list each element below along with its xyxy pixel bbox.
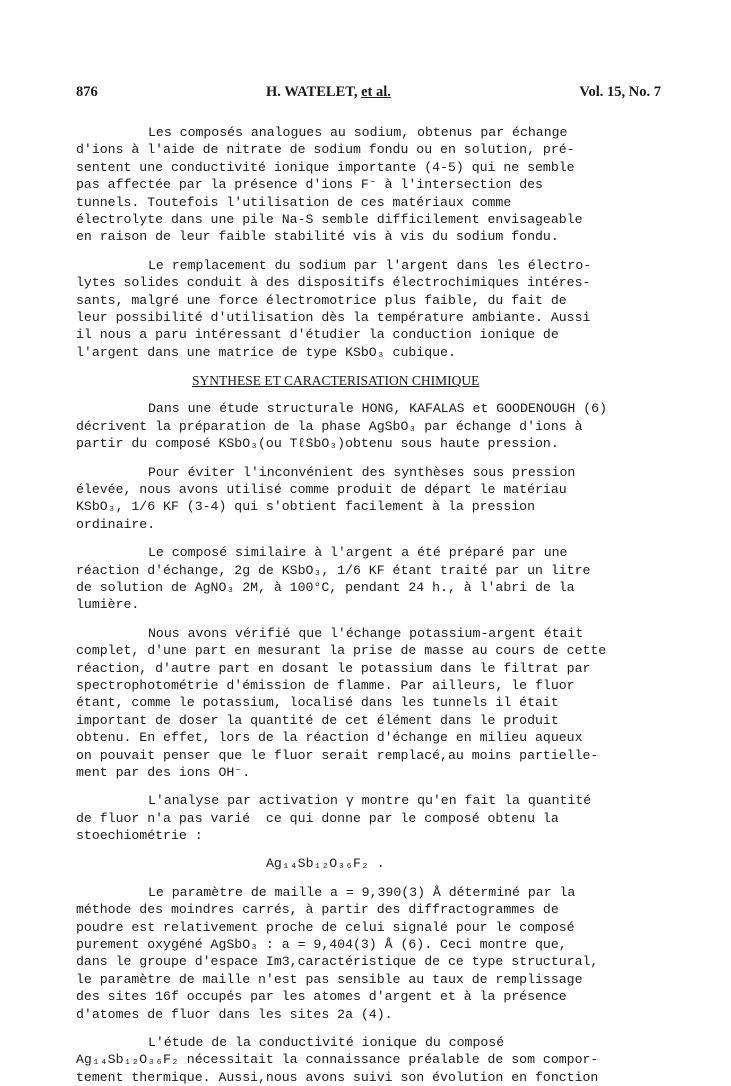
text-line: Le paramètre de maille a = 9,390(3) Å déterminé par la	[148, 884, 576, 900]
text-line: complet, d'une part en mesurant la prise de masse au cours de cette	[76, 643, 607, 659]
paragraph-gap	[76, 781, 661, 792]
paragraph	[76, 884, 661, 1023]
text-line: réaction d'échange, 2g de KSbO₃, 1/6 KF étant traité par un litre	[76, 562, 591, 578]
text-line: pas affectée par la présence d'ions F⁻ à l'intersection des	[76, 177, 543, 193]
paragraph	[76, 257, 661, 361]
text-line: ordinaire.	[76, 516, 156, 532]
text-line: sants, malgré une force électromotrice plus faible, du fait de	[76, 292, 567, 308]
text-line: d'atomes de fluor dans les sites 2a (4).	[76, 1006, 393, 1022]
paragraph	[76, 792, 661, 844]
text-line: Le remplacement du sodium par l'argent dans les électro-	[148, 257, 592, 273]
paragraph	[76, 1034, 661, 1086]
text-line: Ag₁₄Sb₁₂O₃₆F₂ nécessitait la connaissance préalable de som compor-	[76, 1052, 599, 1068]
text-line: en raison de leur faible stabilité vis à vis du sodium fondu.	[76, 229, 559, 245]
text-line: élevée, nous avons utilisé comme produit de départ le matériau	[76, 482, 567, 498]
section-heading: SYNTHESE ET CARACTERISATION CHIMIQUE	[192, 373, 480, 389]
text-line: tement thermique. Aussi,nous avons suivi son évolution en fonction	[76, 1069, 599, 1085]
page-header	[76, 84, 661, 102]
text-line: il nous a paru intéressant d'étudier la conduction ionique de	[76, 327, 559, 343]
text-line: Dans une étude structurale HONG, KAFALAS et GOODENOUGH (6)	[148, 401, 607, 417]
text-line: sentent une conductivité ionique importante (4-5) qui ne semble	[76, 159, 575, 175]
text-line: L'étude de la conductivité ionique du composé	[148, 1034, 505, 1050]
text-line: important de doser la quantité de cet élément dans le produit	[76, 712, 559, 728]
text-line: leur possibilité d'utilisation dès la température ambiante. Aussi	[76, 309, 591, 325]
paragraph-gap	[76, 844, 661, 855]
paragraph	[76, 400, 661, 452]
text-line: tunnels. Toutefois l'utilisation de ces matériaux comme	[76, 194, 512, 210]
paragraph-gap	[76, 614, 661, 625]
text-line: d'ions à l'aide de nitrate de sodium fondu ou en solution, pré-	[76, 142, 575, 158]
paragraph	[76, 544, 661, 614]
authors: H. WATELET,	[266, 84, 362, 100]
text-line: ment par des ions OH⁻.	[76, 764, 251, 780]
paragraph-gap	[76, 246, 661, 257]
text-line: méthode des moindres carrés, à partir des diffractogrammes de	[76, 902, 559, 918]
running-title	[266, 84, 391, 101]
paragraph-gap	[76, 389, 661, 400]
text-line: obtenu. En effet, lors de la réaction d'échange en milieu aqueux	[76, 730, 583, 746]
text-line: lumière.	[76, 597, 140, 613]
paragraph-gap	[76, 453, 661, 464]
paragraph	[76, 464, 661, 534]
paragraph	[76, 625, 661, 782]
page-number: 876	[76, 84, 98, 100]
text-line: Pour éviter l'inconvénient des synthèses sous pression	[148, 464, 576, 480]
text-line: étant, comme le potassium, localisé dans les tunnels il était	[76, 695, 559, 711]
text-line: on pouvait penser que le fluor serait remplacé,au moins partielle-	[76, 747, 599, 763]
text-line: spectrophotométrie d'émission de flamme. Par ailleurs, le fluor	[76, 677, 575, 693]
paragraph	[76, 124, 661, 246]
text-line: purement oxygéné AgSbO₃ : a = 9,404(3) Å (6). Ceci montre que,	[76, 937, 567, 953]
body-text	[76, 124, 661, 1086]
text-line: partir du composé KSbO₃(ou TℓSbO₃)obtenu sous haute pression.	[76, 436, 559, 452]
text-line: de fluor n'a pas varié ce qui donne par le composé obtenu la	[76, 810, 559, 826]
text-line: électrolyte dans une pile Na-S semble difficilement envisageable	[76, 211, 583, 227]
text-line: Nous avons vérifié que l'échange potassium-argent était	[148, 625, 584, 641]
text-line: l'argent dans une matrice de type KSbO₃ cubique.	[76, 344, 456, 360]
paragraph-gap	[76, 873, 661, 884]
text-line: poudre est relativement proche de celui signalé pour le composé	[76, 919, 575, 935]
text-line: stoechiométrie :	[76, 828, 203, 844]
volume-info: Vol. 15, No. 7	[579, 84, 661, 100]
et-al: et al.	[361, 84, 391, 100]
text-line: L'analyse par activation γ montre qu'en fait la quantité	[148, 793, 592, 809]
text-line: lytes solides conduit à des dispositifs électrochimiques intéres-	[76, 275, 591, 291]
text-line: réaction, d'autre part en dosant le potassium dans le filtrat par	[76, 660, 591, 676]
text-line: de solution de AgNO₃ 2M, à 100°C, pendant 24 h., à l'abri de la	[76, 579, 575, 595]
chemical-formula: Ag₁₄Sb₁₂O₃₆F₂ .	[266, 856, 385, 872]
paragraph-gap	[76, 533, 661, 544]
text-line: KSbO₃, 1/6 KF (3-4) qui s'obtient facilement à la pression	[76, 499, 535, 515]
paragraph-gap	[76, 1023, 661, 1034]
text-line: décrivent la préparation de la phase AgSbO₃ par échange d'ions à	[76, 418, 583, 434]
text-line: dans le groupe d'espace Im3,caractéristique de ce type structural,	[76, 954, 599, 970]
text-line: Le composé similaire à l'argent a été préparé par une	[148, 545, 568, 561]
text-line: des sites 16f occupés par les atomes d'argent et à la présence	[76, 989, 567, 1005]
text-line: Les composés analogues au sodium, obtenus par échange	[148, 125, 568, 140]
text-line: le paramètre de maille n'est pas sensible au taux de remplissage	[76, 971, 583, 987]
paragraph-gap	[76, 361, 661, 372]
